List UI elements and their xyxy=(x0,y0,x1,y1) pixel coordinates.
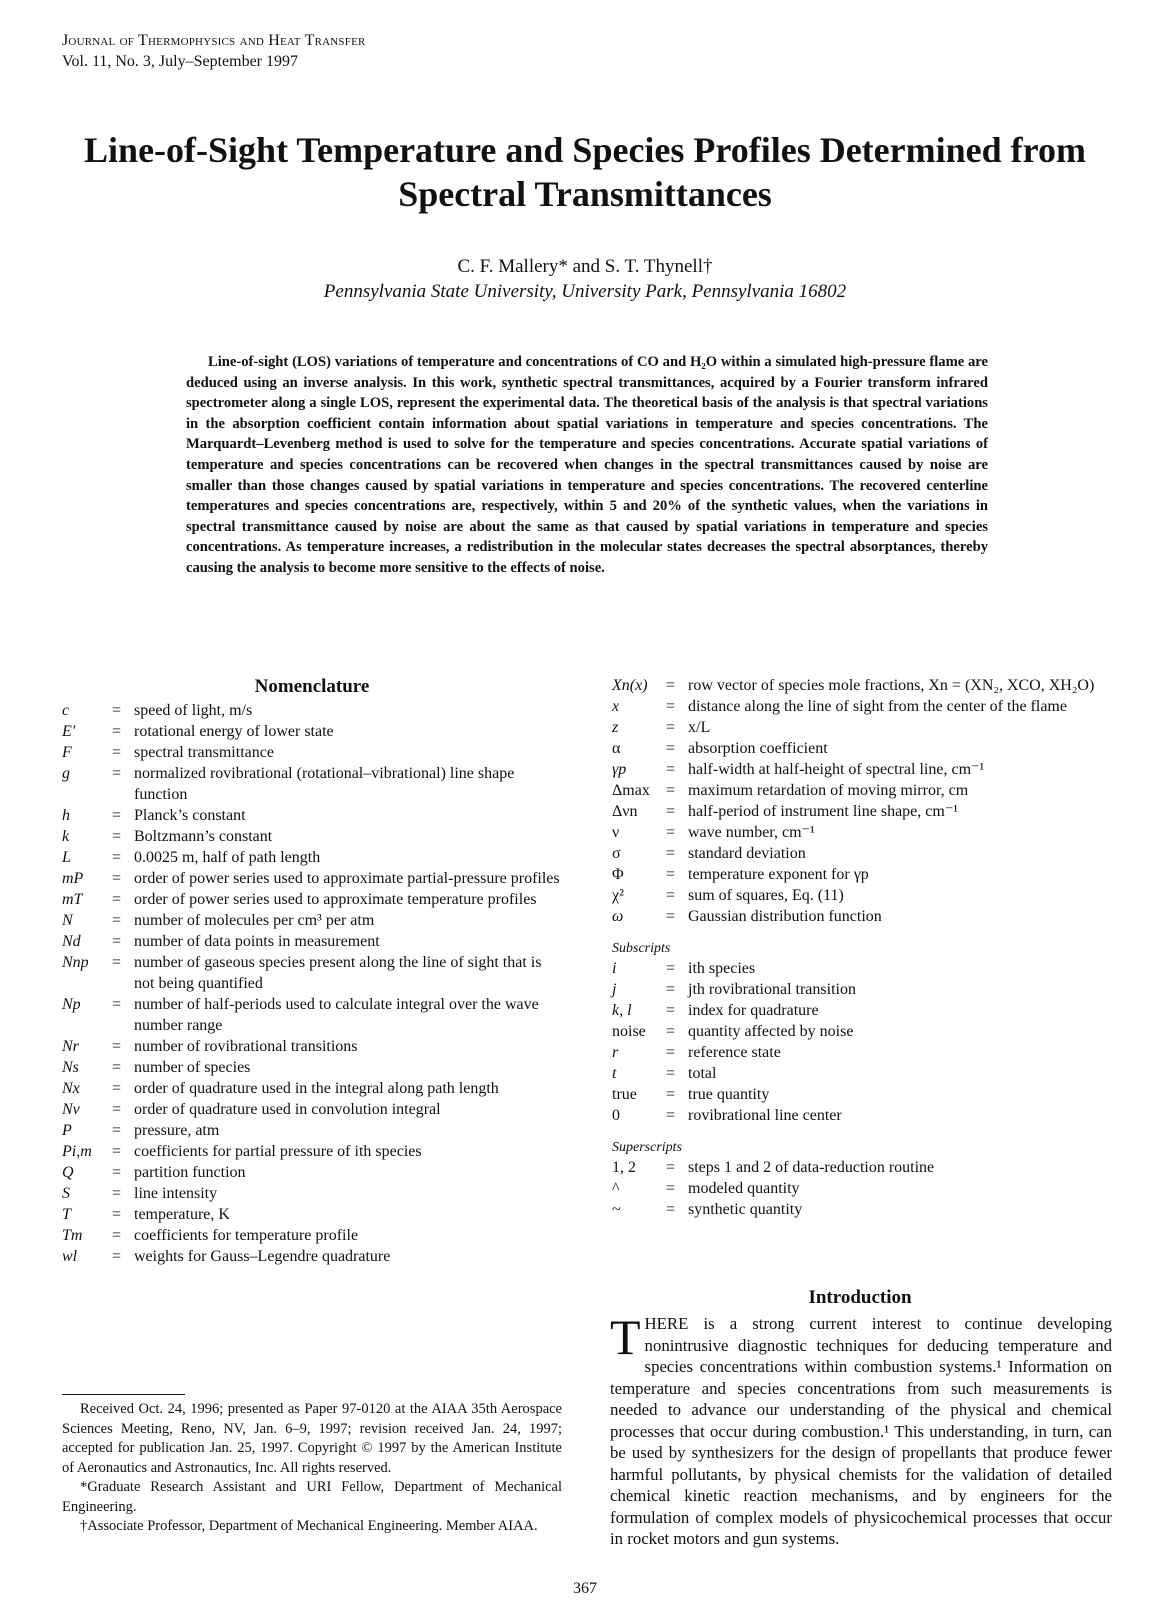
nomenclature-entry xyxy=(612,885,1112,906)
footnote-author-2: †Associate Professor, Department of Mechanical Engineering. Member AIAA. xyxy=(80,1518,538,1534)
equals-sign: = xyxy=(112,1227,122,1244)
equals-sign: = xyxy=(112,996,122,1013)
nomenclature-definition: number of species xyxy=(134,1059,251,1076)
nomenclature-symbol: 0 xyxy=(612,1107,620,1124)
equals-sign: = xyxy=(666,761,676,778)
nomenclature-symbol: ν xyxy=(612,824,620,841)
nomenclature-definition: number of gaseous species present along the line of sight that is not being quantified xyxy=(134,954,542,992)
nomenclature-entry xyxy=(612,864,1112,885)
nomenclature-symbol: c xyxy=(62,702,70,719)
nomenclature-definition: rovibrational line center xyxy=(688,1107,842,1124)
nomenclature-symbol: Φ xyxy=(612,866,624,883)
nomenclature-symbol: Pi,m xyxy=(62,1143,92,1160)
page-number: 367 xyxy=(573,1580,597,1597)
equals-sign: = xyxy=(666,1180,676,1197)
equals-sign: = xyxy=(666,887,676,904)
nomenclature-definition: number of half-periods used to calculate integral over the wave number range xyxy=(134,996,539,1034)
equals-sign: = xyxy=(112,1143,122,1160)
abstract: Line-of-sight (LOS) variations of temperature and concentrations of CO and H₂O within a simulated high-pressure flame are deduced using an inverse analysis. In this work, synthetic spectral transmittances, acquired by a Fourier transform infrared spectrometer along a single LOS, represent the experimental data. The theoretical basis of the analysis is that spectral variations in the absorption coefficient contain information about spatial variations in temperature and species concentrations. The Marquardt–Levenberg method is used to solve for the temperature and species concentrations. Accurate spatial variations of temperature and species concentrations can be recovered when changes in the spectral transmittances caused by noise are smaller than those changes caused by spatial variations in temperature and species concentrations. The recovered centerline temperatures and species concentrations are, respectively, within 5 and 20% of the synthetic values, when the variations in spectral transmittance caused by noise are about the same as that caused by spatial variations in temperature and species concentrations. As temperature increases, a redistribution in the molecular states decreases the spectral absorptances, thereby causing the analysis to become more sensitive to the effects of noise. xyxy=(186,354,988,576)
nomenclature-entry xyxy=(612,1199,1112,1220)
equals-sign: = xyxy=(112,1038,122,1055)
introduction-title: Introduction xyxy=(808,1287,912,1308)
nomenclature-definition: maximum retardation of moving mirror, cm xyxy=(688,782,969,799)
nomenclature-symbol: L xyxy=(62,849,71,866)
equals-sign: = xyxy=(112,1059,122,1076)
equals-sign: = xyxy=(112,1206,122,1223)
nomenclature-column-2 xyxy=(612,675,1112,1220)
nomenclature-entry xyxy=(62,910,562,931)
nomenclature-symbol: wl xyxy=(62,1248,78,1265)
nomenclature-symbol: t xyxy=(612,1065,617,1082)
nomenclature-definition: ith species xyxy=(688,960,756,977)
nomenclature-symbol: k, l xyxy=(612,1002,632,1019)
nomenclature-definition: sum of squares, Eq. (11) xyxy=(688,887,844,904)
nomenclature-symbol: E′ xyxy=(62,723,76,740)
equals-sign: = xyxy=(112,1185,122,1202)
nomenclature-definition: partition function xyxy=(134,1164,246,1181)
nomenclature-symbol: Nd xyxy=(62,933,81,950)
nomenclature-entry xyxy=(62,1183,562,1204)
nomenclature-symbol: Tm xyxy=(62,1227,83,1244)
nomenclature-symbol: Xn(x) xyxy=(612,677,648,694)
subscripts-heading: Subscripts xyxy=(612,941,671,956)
nomenclature-definition: spectral transmittance xyxy=(134,744,274,761)
equals-sign: = xyxy=(112,1080,122,1097)
nomenclature-symbol: x xyxy=(612,698,620,715)
equals-sign: = xyxy=(112,765,122,782)
nomenclature-entry xyxy=(62,1057,562,1078)
nomenclature-symbol: α xyxy=(612,740,621,757)
nomenclature-symbol: σ xyxy=(612,845,621,862)
equals-sign: = xyxy=(666,1159,676,1176)
equals-sign: = xyxy=(666,908,676,925)
nomenclature-entry xyxy=(612,717,1112,738)
nomenclature-entry xyxy=(62,826,562,847)
nomenclature-entry xyxy=(62,1246,562,1267)
nomenclature-definition: pressure, atm xyxy=(134,1122,220,1139)
equals-sign: = xyxy=(666,960,676,977)
nomenclature-entry xyxy=(62,952,562,994)
nomenclature-entry xyxy=(612,1021,1112,1042)
nomenclature-definition: Boltzmann’s constant xyxy=(134,828,273,845)
nomenclature-definition: true quantity xyxy=(688,1086,770,1103)
paper-title: Line-of-Sight Temperature and Species Profiles Determined from Spectral Transmittances xyxy=(84,130,1086,214)
equals-sign: = xyxy=(112,702,122,719)
equals-sign: = xyxy=(112,849,122,866)
nomenclature-definition: number of rovibrational transitions xyxy=(134,1038,358,1055)
nomenclature-symbol: Nnp xyxy=(62,954,89,971)
nomenclature-symbol: g xyxy=(62,765,70,782)
journal-header xyxy=(62,30,366,72)
introduction-body: HERE is a strong current interest to continue developing nonintrusive diagnostic techniques for deducing temperature and species concentrations within combustion systems.¹ Information on temperature and species concentrations from such measurements is needed to advance our understanding of the physical and chemical processes that occur during combustion.¹ This understanding, in turn, can be used by synthesizers for the design of propellants that produce fewer harmful pollutants, by physical chemists for the validation of detailed chemical kinetic reaction mechanisms, and by engineers for the formulation of complex models of physicochemical processes that occur in rocket motors and gun systems. xyxy=(610,1314,1112,1548)
equals-sign: = xyxy=(666,1201,676,1218)
nomenclature-symbol: Q xyxy=(62,1164,74,1181)
nomenclature-symbol: 1, 2 xyxy=(612,1159,636,1176)
nomenclature-definition: synthetic quantity xyxy=(688,1201,803,1218)
nomenclature-entry xyxy=(612,696,1112,717)
nomenclature-definition: modeled quantity xyxy=(688,1180,800,1197)
nomenclature-entry xyxy=(62,868,562,889)
nomenclature-entry xyxy=(62,1120,562,1141)
superscripts-heading: Superscripts xyxy=(612,1140,682,1155)
nomenclature-symbol: Ns xyxy=(62,1059,79,1076)
nomenclature-definition: speed of light, m/s xyxy=(134,702,253,719)
nomenclature-entry xyxy=(62,1099,562,1120)
nomenclature-symbol: χ² xyxy=(612,887,624,904)
nomenclature-symbol: P xyxy=(62,1122,72,1139)
nomenclature-definition: 0.0025 m, half of path length xyxy=(134,849,321,866)
nomenclature-entry xyxy=(612,1178,1112,1199)
equals-sign: = xyxy=(112,723,122,740)
equals-sign: = xyxy=(666,1023,676,1040)
nomenclature-entry xyxy=(612,906,1112,927)
nomenclature-definition: half-period of instrument line shape, cm⁻¹ xyxy=(688,803,959,820)
equals-sign: = xyxy=(112,912,122,929)
equals-sign: = xyxy=(112,870,122,887)
nomenclature-symbol: j xyxy=(612,981,617,998)
footnote-author-1: *Graduate Research Assistant and URI Fellow, Department of Mechanical Engineering. xyxy=(62,1479,562,1515)
equals-sign: = xyxy=(112,1122,122,1139)
equals-sign: = xyxy=(666,824,676,841)
nomenclature-definition: rotational energy of lower state xyxy=(134,723,334,740)
equals-sign: = xyxy=(112,954,122,971)
nomenclature-entry xyxy=(62,1141,562,1162)
nomenclature-symbol: Nx xyxy=(62,1080,80,1097)
nomenclature-symbol: ω xyxy=(612,908,624,925)
equals-sign: = xyxy=(112,1164,122,1181)
nomenclature-definition: standard deviation xyxy=(688,845,806,862)
nomenclature-symbol: mP xyxy=(62,870,84,887)
nomenclature-entry xyxy=(612,738,1112,759)
equals-sign: = xyxy=(666,1107,676,1124)
equals-sign: = xyxy=(666,845,676,862)
nomenclature-definition: half-width at half-height of spectral line, cm⁻¹ xyxy=(688,761,985,778)
equals-sign: = xyxy=(666,782,676,799)
nomenclature-symbol: Np xyxy=(62,996,81,1013)
nomenclature-entry xyxy=(62,1204,562,1225)
equals-sign: = xyxy=(112,1101,122,1118)
nomenclature-entry xyxy=(62,1225,562,1246)
nomenclature-definition: number of data points in measurement xyxy=(134,933,380,950)
nomenclature-entry xyxy=(612,1105,1112,1126)
nomenclature-definition: Gaussian distribution function xyxy=(688,908,882,925)
journal-issue: Vol. 11, No. 3, July–September 1997 xyxy=(62,53,298,70)
nomenclature-entry xyxy=(612,1157,1112,1178)
equals-sign: = xyxy=(112,933,122,950)
nomenclature-symbol: ^ xyxy=(612,1180,620,1197)
nomenclature-entry xyxy=(612,958,1112,979)
footnote-received: Received Oct. 24, 1996; presented as Paper 97-0120 at the AIAA 35th Aerospace Sciences Meeting, Reno, NV, Jan. 6–9, 1997; revision received Jan. 24, 1997; accepted for publication Jan. 25, 1997. Copyright © 1997 by the American Institute of Aeronautics and Astronautics, Inc. All rights reserved. xyxy=(62,1401,562,1476)
equals-sign: = xyxy=(112,891,122,908)
nomenclature-symbol: k xyxy=(62,828,70,845)
nomenclature-symbol: Δmax xyxy=(612,782,650,799)
nomenclature-definition: line intensity xyxy=(134,1185,218,1202)
nomenclature-symbol: N xyxy=(62,912,73,929)
introduction-text xyxy=(610,1309,1112,1550)
nomenclature-definition: order of power series used to approximate partial-pressure profiles xyxy=(134,870,560,887)
nomenclature-definition: jth rovibrational transition xyxy=(688,981,856,998)
nomenclature-entry xyxy=(62,700,562,721)
nomenclature-column-1 xyxy=(62,700,562,1267)
nomenclature-symbol: Δνn xyxy=(612,803,638,820)
nomenclature-entry xyxy=(612,1063,1112,1084)
footnotes xyxy=(62,1400,562,1537)
nomenclature-definition: absorption coefficient xyxy=(688,740,828,757)
nomenclature-definition: order of power series used to approximate temperature profiles xyxy=(134,891,537,908)
nomenclature-definition: normalized rovibrational (rotational–vibrational) line shape function xyxy=(134,765,515,803)
nomenclature-entry xyxy=(612,780,1112,801)
nomenclature-entry xyxy=(62,763,562,805)
equals-sign: = xyxy=(666,981,676,998)
equals-sign: = xyxy=(666,1044,676,1061)
nomenclature-definition: order of quadrature used in convolution integral xyxy=(134,1101,441,1118)
nomenclature-entry xyxy=(612,675,1112,696)
nomenclature-entry xyxy=(612,801,1112,822)
nomenclature-definition: quantity affected by noise xyxy=(688,1023,854,1040)
nomenclature-entry xyxy=(612,759,1112,780)
nomenclature-definition: weights for Gauss–Legendre quadrature xyxy=(134,1248,391,1265)
equals-sign: = xyxy=(666,698,676,715)
equals-sign: = xyxy=(666,1065,676,1082)
nomenclature-symbol: Nν xyxy=(62,1101,80,1118)
nomenclature-definition: coefficients for temperature profile xyxy=(134,1227,359,1244)
nomenclature-definition: wave number, cm⁻¹ xyxy=(688,824,815,841)
nomenclature-symbol: noise xyxy=(612,1023,646,1040)
authors: C. F. Mallery* and S. T. Thynell† xyxy=(457,256,713,277)
equals-sign: = xyxy=(666,740,676,757)
equals-sign: = xyxy=(666,1086,676,1103)
nomenclature-definition: temperature exponent for γp xyxy=(688,866,869,883)
nomenclature-entry xyxy=(612,822,1112,843)
nomenclature-symbol: γp xyxy=(612,761,627,778)
drop-cap: T xyxy=(610,1309,641,1365)
nomenclature-entry xyxy=(62,721,562,742)
equals-sign: = xyxy=(112,807,122,824)
nomenclature-entry xyxy=(62,931,562,952)
equals-sign: = xyxy=(112,744,122,761)
equals-sign: = xyxy=(112,828,122,845)
nomenclature-definition: total xyxy=(688,1065,717,1082)
nomenclature-symbol: true xyxy=(612,1086,637,1103)
nomenclature-entry xyxy=(62,994,562,1036)
nomenclature-entry xyxy=(62,889,562,910)
nomenclature-title: Nomenclature xyxy=(254,676,370,697)
nomenclature-entry xyxy=(62,805,562,826)
nomenclature-symbol: h xyxy=(62,807,70,824)
nomenclature-definition: row vector of species mole fractions, Xn = (XN₂, XCO, XH₂O) xyxy=(688,677,1095,694)
nomenclature-entry xyxy=(62,1162,562,1183)
nomenclature-definition: reference state xyxy=(688,1044,781,1061)
nomenclature-entry xyxy=(62,847,562,868)
nomenclature-entry xyxy=(612,1084,1112,1105)
nomenclature-entry xyxy=(62,742,562,763)
nomenclature-definition: steps 1 and 2 of data-reduction routine xyxy=(688,1159,935,1176)
nomenclature-symbol: Nr xyxy=(62,1038,79,1055)
nomenclature-definition: order of quadrature used in the integral along path length xyxy=(134,1080,499,1097)
nomenclature-symbol: F xyxy=(62,744,72,761)
nomenclature-entry xyxy=(62,1078,562,1099)
affiliation: Pennsylvania State University, University Park, Pennsylvania 16802 xyxy=(323,281,847,302)
journal-name: Journal of Thermophysics and Heat Transfer xyxy=(62,32,366,49)
nomenclature-entry xyxy=(612,1042,1112,1063)
equals-sign: = xyxy=(112,1248,122,1265)
equals-sign: = xyxy=(666,719,676,736)
nomenclature-entry xyxy=(62,1036,562,1057)
nomenclature-symbol: r xyxy=(612,1044,619,1061)
nomenclature-definition: index for quadrature xyxy=(688,1002,819,1019)
nomenclature-definition: number of molecules per cm³ per atm xyxy=(134,912,375,929)
equals-sign: = xyxy=(666,803,676,820)
nomenclature-symbol: S xyxy=(62,1185,70,1202)
equals-sign: = xyxy=(666,677,676,694)
nomenclature-definition: coefficients for partial pressure of ith species xyxy=(134,1143,422,1160)
nomenclature-entry xyxy=(612,979,1112,1000)
nomenclature-symbol: z xyxy=(612,719,619,736)
nomenclature-entry xyxy=(612,1000,1112,1021)
footnote-rule xyxy=(62,1394,185,1395)
equals-sign: = xyxy=(666,1002,676,1019)
nomenclature-definition: temperature, K xyxy=(134,1206,230,1223)
equals-sign: = xyxy=(666,866,676,883)
nomenclature-entry xyxy=(612,843,1112,864)
nomenclature-symbol: i xyxy=(612,960,617,977)
nomenclature-symbol: ~ xyxy=(612,1201,621,1218)
nomenclature-definition: Planck’s constant xyxy=(134,807,246,824)
nomenclature-definition: distance along the line of sight from the center of the flame xyxy=(688,698,1067,715)
nomenclature-definition: x/L xyxy=(688,719,711,736)
nomenclature-symbol: mT xyxy=(62,891,83,908)
nomenclature-symbol: T xyxy=(62,1206,71,1223)
